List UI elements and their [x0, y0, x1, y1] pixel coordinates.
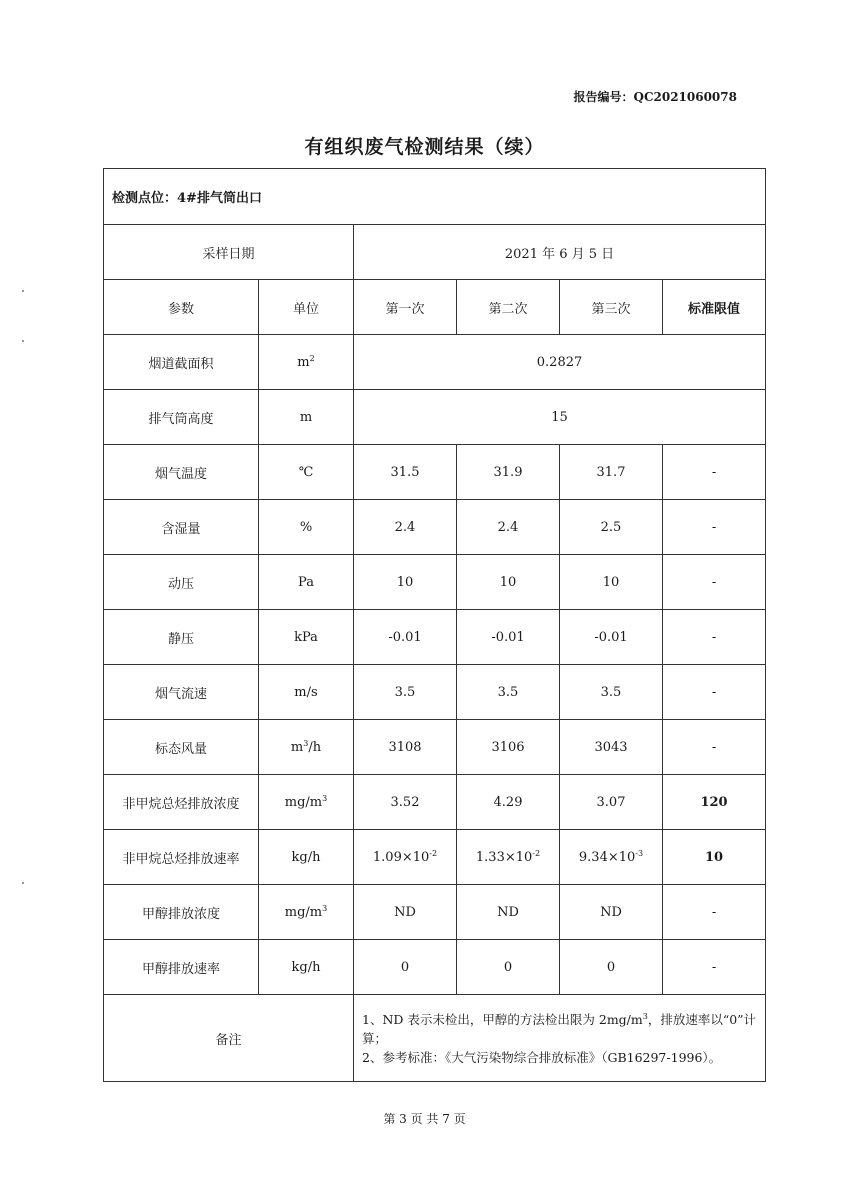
- value-cell: [457, 940, 560, 995]
- col-header-first: 第一次: [354, 280, 457, 335]
- cell-text: kg/h: [291, 849, 321, 865]
- limit-cell: 120: [663, 775, 766, 830]
- value-cell: [354, 720, 457, 775]
- remark-line-1: [362, 1010, 757, 1048]
- col-header-param: 参数: [104, 280, 259, 335]
- cell-text: %: [299, 519, 313, 535]
- param-name: 非甲烷总烃排放速率: [104, 830, 259, 885]
- cell-text: 3.52: [390, 794, 420, 810]
- value-cell: [457, 830, 560, 885]
- cell-text: 2.5: [600, 519, 622, 535]
- value-cell: [560, 940, 663, 995]
- superscript: 3: [322, 793, 328, 803]
- unit-cell: [259, 720, 354, 775]
- limit-cell: -: [663, 500, 766, 555]
- limit-cell: -: [663, 720, 766, 775]
- value-cell: [354, 885, 457, 940]
- cell-text: m: [290, 739, 304, 755]
- param-row: [104, 445, 766, 500]
- param-name: 动压: [104, 555, 259, 610]
- limit-cell: -: [663, 555, 766, 610]
- limit-cell: -: [663, 665, 766, 720]
- page-title: 有组织废气检测结果（续）: [304, 136, 545, 158]
- cell-text: 4.29: [493, 794, 523, 810]
- superscript: -2: [429, 848, 438, 858]
- limit-cell: -: [663, 940, 766, 995]
- value-cell: [354, 500, 457, 555]
- value-cell: [354, 830, 457, 885]
- unit-cell: [259, 390, 354, 445]
- cell-text: 0: [606, 959, 616, 975]
- param-row: [104, 665, 766, 720]
- cell-text: ℃: [298, 464, 314, 480]
- cell-text: mg/m: [284, 904, 323, 920]
- param-row: [104, 940, 766, 995]
- param-name: 烟道截面积: [104, 335, 259, 390]
- unit-cell: [259, 445, 354, 500]
- limit-cell: -: [663, 610, 766, 665]
- value-cell: [457, 500, 560, 555]
- param-row: [104, 610, 766, 665]
- value-cell: [560, 885, 663, 940]
- remark-line-2: 2、参考标准：《大气污染物综合排放标准》（GB16297-1996）。: [362, 1049, 722, 1065]
- param-row: [104, 830, 766, 885]
- cell-text: -0.01: [594, 629, 628, 645]
- col-header-second: 第二次: [457, 280, 560, 335]
- param-name: 含湿量: [104, 500, 259, 555]
- cell-text: 3.5: [394, 684, 416, 700]
- cell-text: mg/m: [284, 794, 323, 810]
- value-cell: [560, 610, 663, 665]
- report-number: 报告编号：QC2021060078: [573, 90, 737, 104]
- date-row: [104, 225, 766, 280]
- cell-text: m: [299, 409, 313, 425]
- cell-text: -0.01: [388, 629, 422, 645]
- cell-text: ND: [600, 904, 622, 920]
- unit-cell: [259, 885, 354, 940]
- remark-text: 1、ND 表示未检出，甲醇的方法检出限为 2mg/m: [362, 1011, 643, 1027]
- cell-text: kg/h: [291, 959, 321, 975]
- limit-cell: 10: [663, 830, 766, 885]
- cell-text: 3106: [491, 739, 525, 755]
- param-row: [104, 390, 766, 445]
- value-cell: [560, 445, 663, 500]
- cell-text: 0: [400, 959, 410, 975]
- param-name: 甲醇排放浓度: [104, 885, 259, 940]
- cell-text: 31.7: [596, 464, 626, 480]
- value-cell: [560, 500, 663, 555]
- unit-cell: [259, 830, 354, 885]
- value-cell: [457, 610, 560, 665]
- value-cell: [457, 885, 560, 940]
- cell-text: 2.4: [394, 519, 416, 535]
- cell-text: 3.5: [600, 684, 622, 700]
- unit-cell: [259, 610, 354, 665]
- col-header-limit: 标准限值: [663, 280, 766, 335]
- param-row: [104, 775, 766, 830]
- cell-text: 31.9: [493, 464, 523, 480]
- cell-text: 31.5: [390, 464, 420, 480]
- param-name: 烟气温度: [104, 445, 259, 500]
- remarks-row: [104, 995, 766, 1082]
- cell-text: 10: [602, 574, 620, 590]
- superscript: -3: [635, 848, 644, 858]
- cell-text: kPa: [294, 629, 318, 645]
- col-header-third: 第三次: [560, 280, 663, 335]
- cell-text: m: [297, 354, 310, 370]
- value-cell: [457, 720, 560, 775]
- unit-cell: [259, 775, 354, 830]
- value-cell: [457, 665, 560, 720]
- param-name: 非甲烷总烃排放浓度: [104, 775, 259, 830]
- value-cell: [560, 830, 663, 885]
- column-header-row: [104, 280, 766, 335]
- date-label: 采样日期: [104, 225, 354, 280]
- value-cell: [457, 775, 560, 830]
- param-name: 标态风量: [104, 720, 259, 775]
- location-row: [104, 169, 766, 225]
- value-cell: [354, 555, 457, 610]
- remarks-text: [354, 995, 766, 1082]
- date-value: 2021 年 6 月 5 日: [354, 225, 766, 280]
- value-cell: [560, 720, 663, 775]
- col-header-unit: 单位: [259, 280, 354, 335]
- value-cell: [560, 555, 663, 610]
- limit-cell: -: [663, 885, 766, 940]
- scan-dot: [22, 290, 24, 292]
- cell-text: /h: [308, 739, 322, 755]
- cell-text: 1.33×10: [475, 849, 533, 865]
- value-cell: [560, 665, 663, 720]
- value-cell: [354, 610, 457, 665]
- cell-text: ND: [497, 904, 519, 920]
- cell-text: 9.34×10: [578, 849, 636, 865]
- value-cell: [354, 940, 457, 995]
- value-cell: [354, 775, 457, 830]
- value-cell: [457, 555, 560, 610]
- page-number: 第 3 页 共 7 页: [383, 1112, 466, 1126]
- limit-cell: -: [663, 445, 766, 500]
- remark-text: ，排放速率以“0”计算；: [362, 1011, 757, 1046]
- unit-cell: [259, 940, 354, 995]
- param-row: [104, 335, 766, 390]
- value-cell: [354, 665, 457, 720]
- param-row: [104, 885, 766, 940]
- cell-text: ND: [394, 904, 416, 920]
- results-table: [103, 168, 766, 1082]
- scan-dot: [22, 340, 24, 342]
- param-name: 排气筒高度: [104, 390, 259, 445]
- superscript: 2: [309, 353, 315, 363]
- unit-cell: [259, 500, 354, 555]
- remarks-label: 备注: [104, 995, 354, 1082]
- merged-value: 15: [354, 390, 766, 445]
- superscript: -2: [532, 848, 541, 858]
- scan-dot: [22, 882, 24, 884]
- cell-text: 3043: [594, 739, 628, 755]
- location-cell: 检测点位：4#排气筒出口: [104, 169, 766, 225]
- param-row: [104, 500, 766, 555]
- cell-text: 10: [499, 574, 517, 590]
- param-row: [104, 555, 766, 610]
- value-cell: [354, 445, 457, 500]
- unit-cell: [259, 335, 354, 390]
- cell-text: 10: [396, 574, 414, 590]
- param-row: [104, 720, 766, 775]
- param-name: 甲醇排放速率: [104, 940, 259, 995]
- unit-cell: [259, 665, 354, 720]
- cell-text: 1.09×10: [372, 849, 430, 865]
- cell-text: m/s: [294, 684, 318, 700]
- superscript: 3: [303, 738, 309, 748]
- param-name: 烟气流速: [104, 665, 259, 720]
- param-name: 静压: [104, 610, 259, 665]
- cell-text: 3108: [388, 739, 422, 755]
- cell-text: Pa: [298, 574, 314, 590]
- value-cell: [560, 775, 663, 830]
- merged-value: 0.2827: [354, 335, 766, 390]
- superscript: 3: [642, 1011, 648, 1021]
- cell-text: 0: [503, 959, 513, 975]
- cell-text: -0.01: [491, 629, 525, 645]
- cell-text: 3.07: [596, 794, 626, 810]
- cell-text: 2.4: [497, 519, 519, 535]
- cell-text: 3.5: [497, 684, 519, 700]
- unit-cell: [259, 555, 354, 610]
- value-cell: [457, 445, 560, 500]
- superscript: 3: [322, 903, 328, 913]
